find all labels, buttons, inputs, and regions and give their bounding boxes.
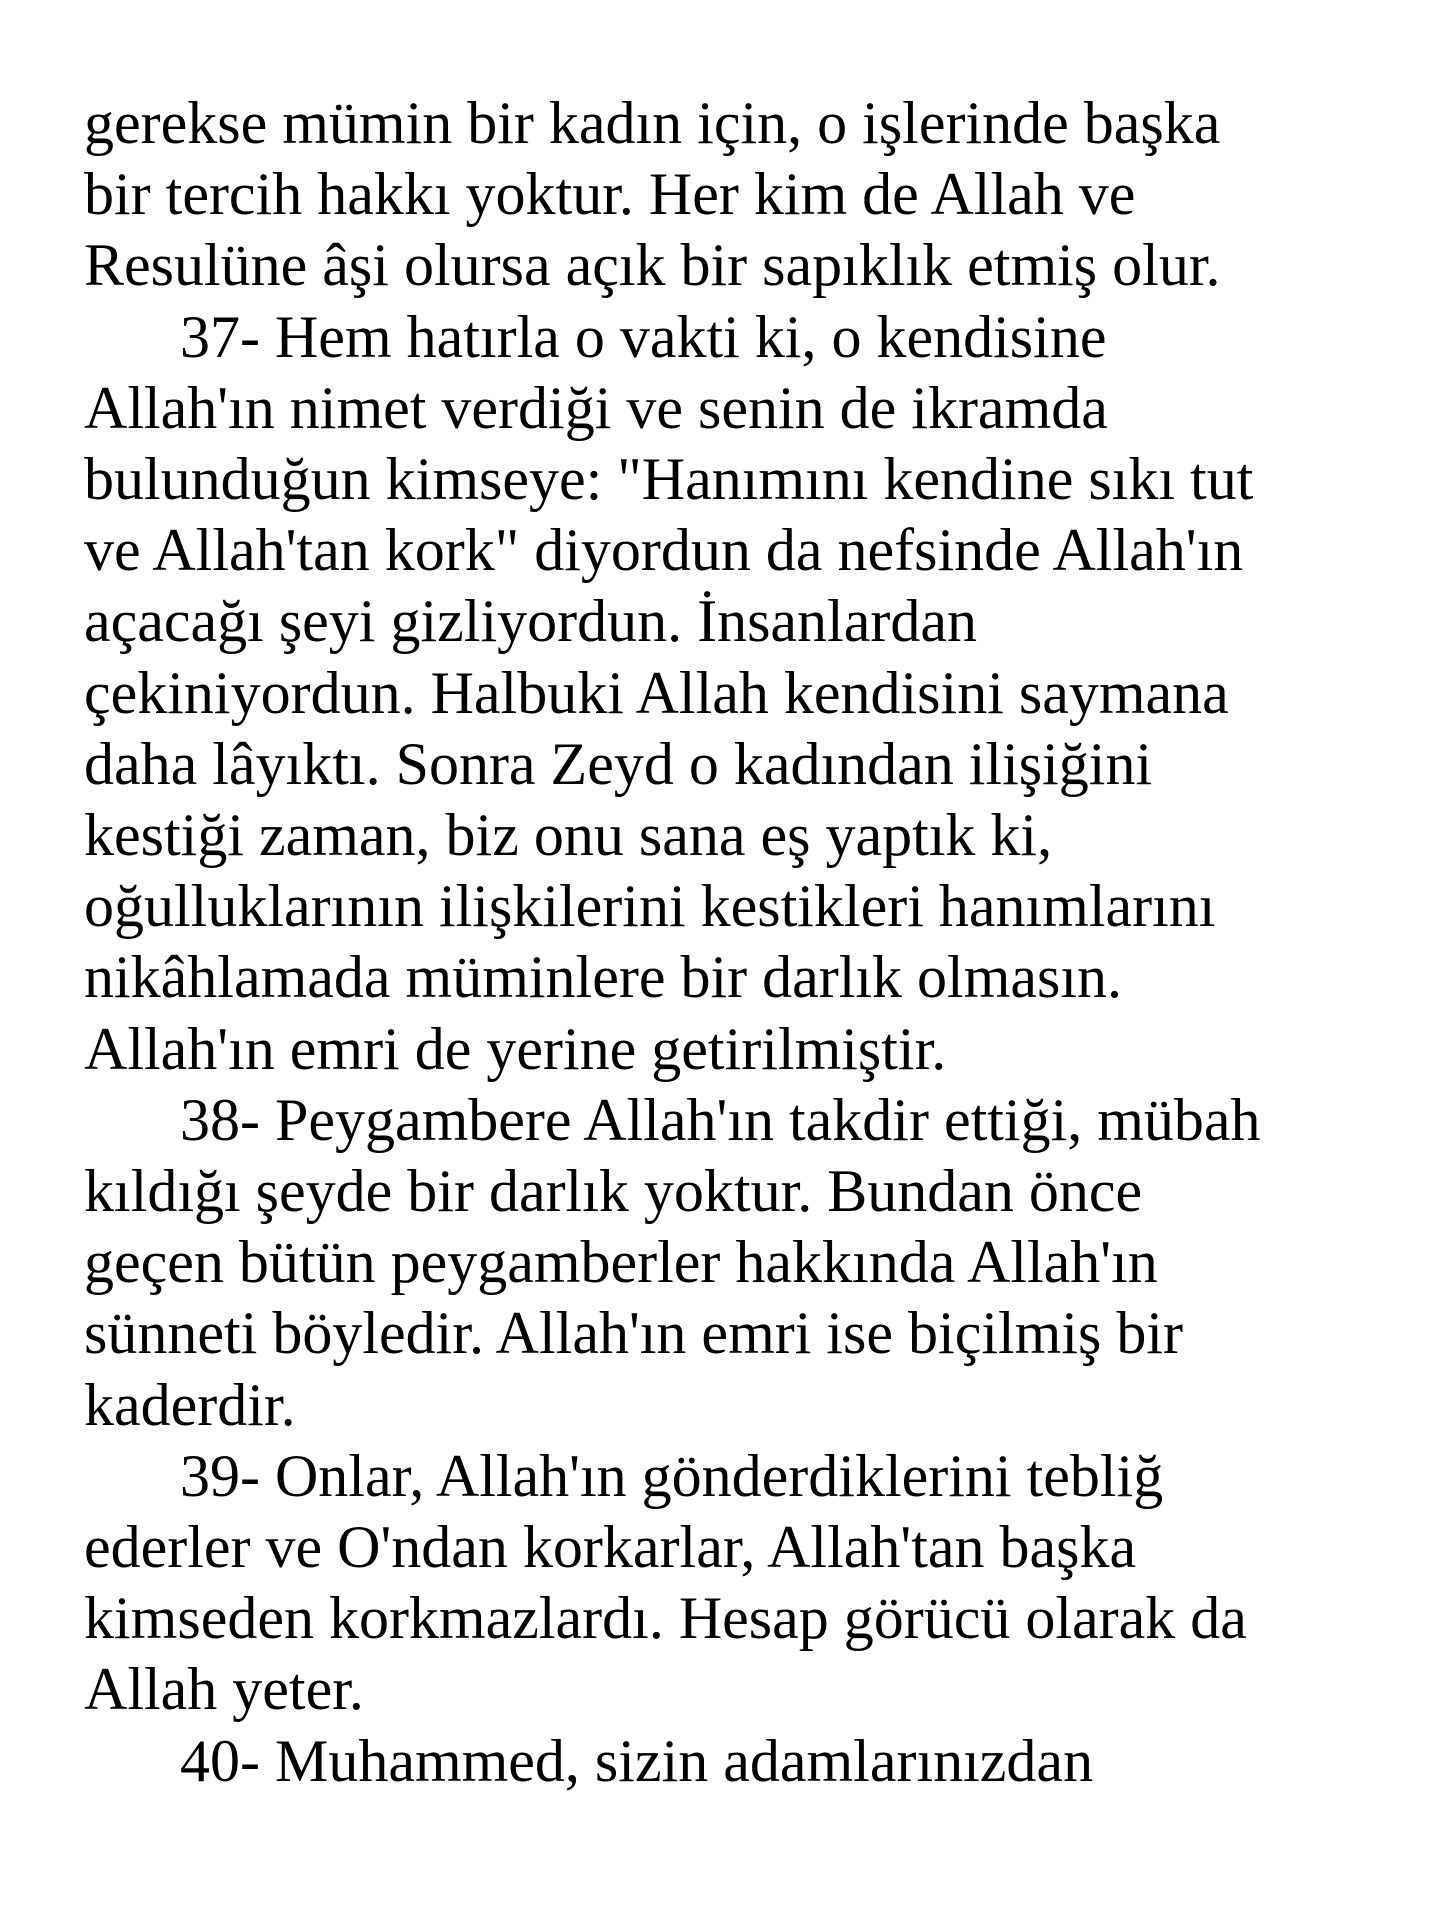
verse-40-start: 40- Muhammed, sizin adamlarınızdan (180, 1727, 1094, 1794)
text-line: sünneti böyledir. Allah'ın emri ise biçilmiş bir (84, 1300, 1184, 1367)
text-line: geçen bütün peygamberler hakkında Allah'ın (84, 1229, 1158, 1296)
text-line: çekiniyordun. Halbuki Allah kendisini saymana (84, 659, 1229, 726)
text-line: nikâhlamada müminlere bir darlık olmasın. (84, 944, 1123, 1011)
text-line: açacağı şeyi gizliyordun. İnsanlardan (84, 588, 977, 655)
text-line: ederler ve O'ndan korkarlar, Allah'tan başka (84, 1514, 1137, 1581)
text-line: bir tercih hakkı yoktur. Her kim de Allah ve (84, 161, 1136, 228)
verse-38-start: 38- Peygambere Allah'ın takdir ettiği, mübah (180, 1086, 1261, 1153)
text-line: kıldığı şeyde bir darlık yoktur. Bundan önce (84, 1158, 1143, 1225)
text-line: oğulluklarının ilişkilerini kestikleri hanımlarını (84, 873, 1216, 940)
text-line: kestiği zaman, biz onu sana eş yaptık ki, (84, 802, 1053, 869)
text-line: kimseden korkmazlardı. Hesap görücü olarak da (84, 1585, 1247, 1652)
verse-39-start: 39- Onlar, Allah'ın gönderdiklerini tebliğ (180, 1442, 1164, 1509)
text-line: daha lâyıktı. Sonra Zeyd o kadından ilişiğini (84, 730, 1153, 797)
text-line: Allah yeter. (84, 1656, 364, 1723)
text-line: bulunduğun kimseye: "Hanımını kendine sıkı tut (84, 446, 1254, 513)
text-line: kaderdir. (84, 1371, 296, 1438)
text-line: ve Allah'tan kork" diyordun da nefsinde Allah'ın (84, 517, 1244, 584)
document-page (84, 88, 1374, 1797)
text-line: Allah'ın emri de yerine getirilmiştir. (84, 1015, 947, 1082)
text-line: gerekse mümin bir kadın için, o işlerinde başka (84, 90, 1221, 156)
text-line: Resulüne âşi olursa açık bir sapıklık etmiş olur. (84, 232, 1221, 299)
text-line: Allah'ın nimet verdiği ve senin de ikramda (84, 374, 1108, 441)
verse-37-start: 37- Hem hatırla o vakti ki, o kendisine (180, 303, 1107, 370)
